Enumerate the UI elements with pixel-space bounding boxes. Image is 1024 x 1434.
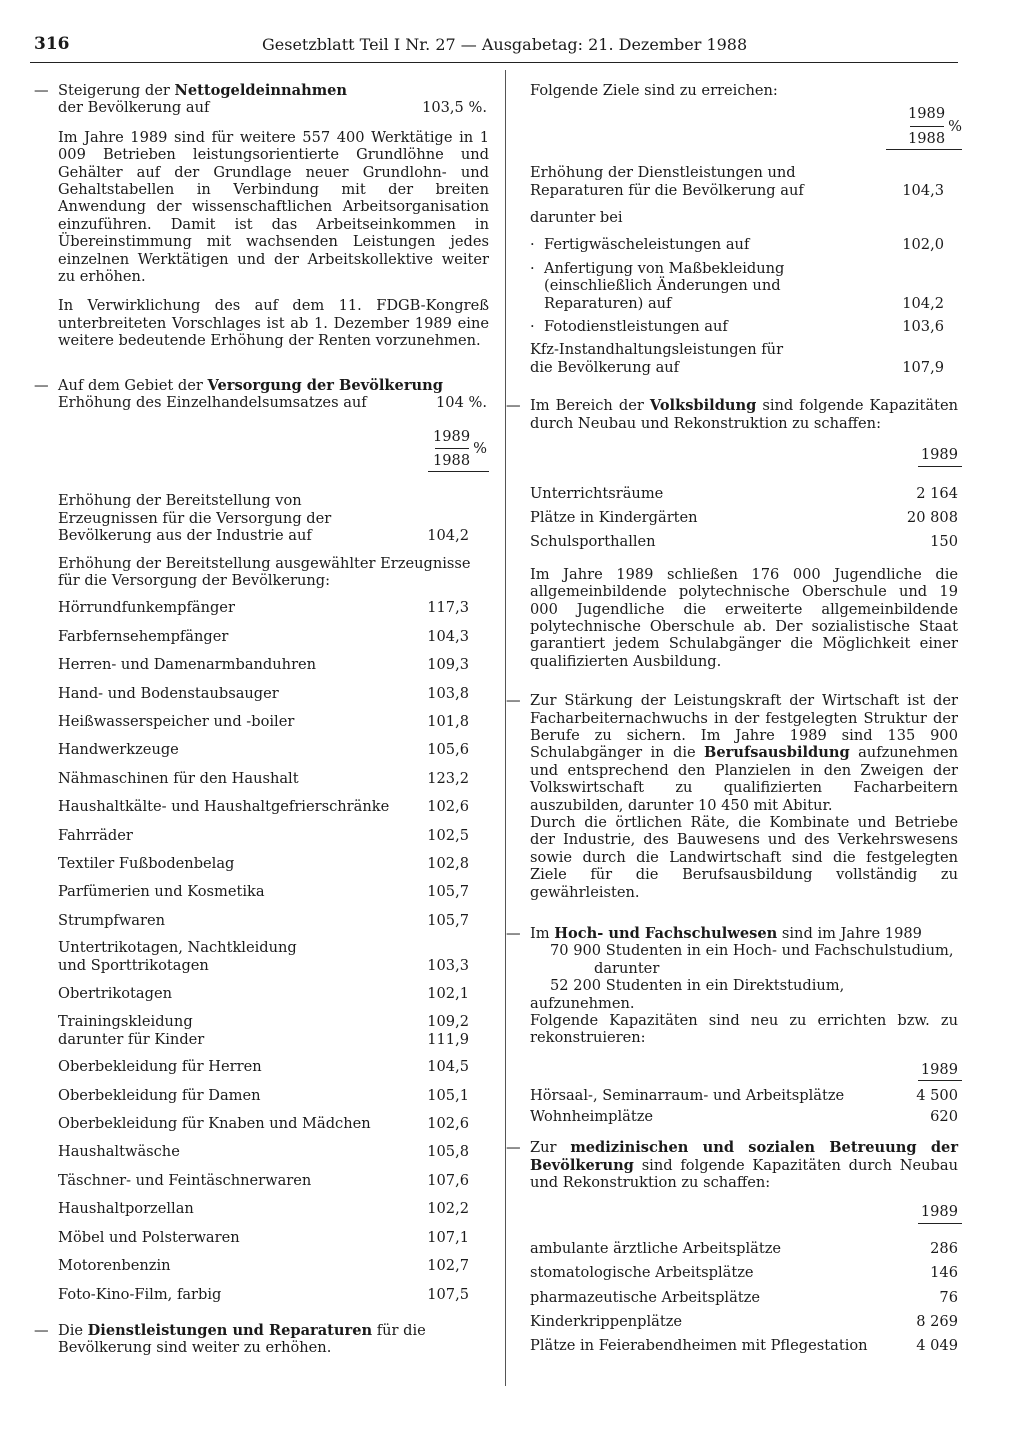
row-label: Oberbekleidung für Herren (58, 1058, 262, 1076)
item-bold: medizinischen und sozialen Betreuung der Bevölkerung (530, 1139, 959, 1174)
bullet-text: Anfertigung von Maßbekleidung (einschließlich Änderungen und Reparaturen) auf (544, 259, 785, 312)
row-label: Schulsporthallen (530, 533, 656, 551)
row-value: 102,2 (427, 1200, 469, 1218)
table-row (530, 1337, 958, 1354)
row-label: Oberbekleidung für Damen (58, 1086, 261, 1104)
bullet-label (530, 260, 894, 312)
list-item-berufsausbildung (506, 692, 962, 901)
paragraph: Im Jahre 1989 schließen 176 000 Jugendliche die allgemeinbildende polytechnische Oberschule und 19 000 Jugendliche die erweiterte allgemeinbildende polytechnische Oberschule ab. Der sozialistische Staat garantiert jedem Schulabgänger die Möglichkeit einer qualifizierten Ausbildung. (530, 565, 958, 670)
row-label: Erhöhung der Dienstleistungen und Reparaturen für die Bevölkerung auf (530, 164, 804, 199)
page-number: 316 (34, 34, 70, 54)
dash-marker: — (506, 925, 521, 943)
bullet-row (530, 236, 944, 253)
row-label: Plätze in Kindergärten (530, 508, 698, 526)
table-row (58, 1172, 469, 1189)
item-text-pre: Zur (530, 1139, 571, 1157)
dash-marker: — (34, 1321, 49, 1339)
row-value: 102,7 (427, 1257, 469, 1275)
bullet-value: 104,2 (902, 294, 944, 312)
item-text-pre: Die (58, 1321, 88, 1339)
darunter-label: darunter bei (530, 209, 623, 227)
row-label: Hörrundfunkempfänger (58, 599, 235, 617)
row-value: 20 808 (906, 508, 958, 526)
goals-intro: Folgende Ziele sind zu erreichen: (530, 82, 778, 99)
year-header: 1989 (920, 1203, 958, 1221)
list-item-nettogeld (34, 82, 489, 350)
item-text-post: aufzunehmen und entsprechend den Planzielen in den Zweigen der Volkswirtschaft zu qualifizierten Facharbeitern auszubilden, darunter 10 450 mit Abitur. (530, 744, 958, 814)
row-value: 104,3 (902, 181, 944, 199)
row-value: 104,5 (427, 1058, 469, 1076)
year-bottom: 1988 (907, 129, 946, 147)
item-text-pre: Im Bereich der (530, 397, 650, 415)
list-item-hochschulwesen (506, 925, 962, 1047)
dash-marker: — (506, 397, 521, 415)
row-label: Kfz-Instandhaltungsleistungen für die Bevölkerung auf (530, 341, 784, 376)
row-label: Hörsaal-, Seminarraum- und Arbeitsplätze (530, 1087, 845, 1105)
table-row (530, 1108, 958, 1125)
row-label: Erhöhung der Bereitstellung von Erzeugnissen für die Versorgung der Bevölkerung aus der Industrie auf (58, 492, 332, 545)
item-label: Erhöhung des Einzelhandelsumsatzes auf (58, 394, 367, 412)
fraction (433, 428, 487, 470)
row-value: 102,1 (427, 985, 469, 1003)
table-row (58, 827, 469, 844)
row-label: Fahrräder (58, 826, 133, 844)
row-value: 2 164 (916, 484, 958, 502)
table-row (58, 1286, 469, 1303)
row-label: Obertrikotagen (58, 985, 172, 1003)
bullet-value: 103,6 (902, 318, 944, 336)
item-text-pre: Zur Stärkung der Leistungskraft der Wirtschaft ist der Facharbeiternachwuchs in der festgelegten Struktur der Berufe zu sichern. Im Jahre 1989 sind 135 900 Schulabgänger in die (530, 692, 958, 762)
fraction (908, 105, 962, 147)
bullet-label (530, 236, 894, 253)
row-value: 109,2 (427, 1013, 469, 1031)
table-row (58, 628, 469, 645)
bullet-list (510, 236, 962, 335)
bullet-dot-icon: · (530, 236, 535, 254)
item-bold: Dienstleistungen und Reparaturen (87, 1321, 373, 1339)
item-text-pre: Im (530, 925, 555, 943)
percent-sign: % (948, 117, 962, 135)
fraction-stack (908, 105, 945, 147)
item-text: Steigerung der (58, 82, 175, 99)
item-text (530, 925, 958, 942)
year-bottom: 1988 (432, 451, 471, 469)
table-row (58, 1229, 469, 1246)
row-value: 101,8 (427, 712, 469, 730)
table-intro: Erhöhung der Bereitstellung ausgewählter Erzeugnisse für die Versorgung der Bevölkerung: (58, 554, 471, 589)
table-row (530, 533, 958, 550)
item-line (58, 82, 489, 99)
fraction-stack (433, 428, 470, 470)
row-value: 104,3 (427, 627, 469, 645)
table-row (58, 741, 469, 758)
table-row (58, 1115, 469, 1132)
row-label: ambulante ärztliche Arbeitsplätze (530, 1239, 782, 1257)
row-label: Haushaltporzellan (58, 1200, 194, 1218)
table-row (58, 1143, 469, 1160)
fraction-line (435, 448, 469, 449)
item-value: 104 %. (436, 394, 487, 412)
table-rule (428, 471, 489, 472)
item-label: der Bevölkerung auf (58, 99, 210, 117)
bullet-value: 102,0 (902, 236, 944, 254)
table-rule (918, 1080, 962, 1081)
table-row (530, 509, 958, 526)
row-line (58, 1031, 469, 1048)
item-bold: Hoch- und Fachschulwesen (554, 925, 778, 943)
bullet-text: Fotodienstleistungen auf (544, 318, 728, 336)
table-row (530, 485, 958, 502)
fraction-line (910, 126, 944, 127)
row-sub-label: darunter für Kinder (58, 1030, 205, 1048)
list-item-dienstleistungen (34, 1322, 489, 1357)
paragraph: Folgende Kapazitäten sind neu zu errichten bzw. zu rekonstruieren: (530, 1012, 958, 1047)
table-row (58, 713, 469, 730)
row-label: Strumpfwaren (58, 911, 166, 929)
row-value: 107,5 (427, 1285, 469, 1303)
row-value: 150 (930, 533, 958, 551)
row-value: 620 (930, 1107, 958, 1125)
row-value: 102,6 (427, 798, 469, 816)
item-text (58, 1322, 489, 1357)
row-label: Kinderkrippenplätze (530, 1312, 683, 1330)
table-row (58, 1087, 469, 1104)
row-value: 103,3 (427, 956, 469, 974)
row-value: 107,6 (427, 1171, 469, 1189)
column-divider (505, 70, 506, 1386)
row-value: 4 500 (916, 1087, 958, 1105)
row-value: 105,1 (427, 1086, 469, 1104)
table-row (530, 1289, 958, 1306)
row-value: 8 269 (916, 1312, 958, 1330)
item-line: 70 900 Studenten in ein Hoch- und Fachschulstudium, (550, 942, 954, 960)
bullet-label (530, 318, 894, 335)
table-row (530, 1240, 958, 1257)
item-text-post: für die Bevölkerung sind weiter zu erhöhen. (58, 1321, 426, 1357)
row-label: Foto-Kino-Film, farbig (58, 1285, 222, 1303)
left-column (34, 82, 489, 1357)
row-value: 102,8 (427, 855, 469, 872)
table-row (58, 1013, 489, 1048)
item-line: darunter (594, 959, 660, 977)
table-row (58, 656, 469, 673)
row-label: Plätze in Feierabendheimen mit Pflegestation (530, 1337, 868, 1355)
item-text (530, 397, 958, 432)
row-label: Nähmaschinen für den Haushalt (58, 769, 299, 787)
table-header (510, 105, 962, 147)
row-label (58, 939, 419, 974)
table-row (58, 883, 469, 900)
row-label: Motorenbenzin (58, 1257, 171, 1275)
bullet-row (530, 318, 944, 335)
row-value: 102,5 (427, 826, 469, 844)
dash-marker: — (506, 692, 521, 710)
item-text: Auf dem Gebiet der (58, 376, 208, 394)
table-row (58, 985, 489, 1002)
medical-table (510, 1240, 962, 1355)
table-row (58, 798, 469, 815)
item-line (58, 377, 489, 394)
row-label: Herren- und Damenarmbanduhren (58, 656, 317, 674)
table-row (58, 1058, 469, 1075)
table-row (58, 1200, 469, 1217)
row-value: 4 049 (916, 1337, 958, 1355)
row-value: 117,3 (427, 599, 469, 617)
table-row (530, 1264, 958, 1281)
row-label: Textiler Fußbodenbelag (58, 855, 235, 872)
bullet-row (530, 260, 944, 312)
item-bold: Nettogeldeinnahmen (174, 82, 348, 99)
row-value: 107,1 (427, 1228, 469, 1246)
table-row (58, 599, 469, 616)
row-value: 76 (939, 1288, 958, 1306)
row-value: 123,2 (427, 769, 469, 787)
row-label: Unterrichtsräume (530, 484, 664, 502)
item-text-post: sind im Jahre 1989 (777, 925, 922, 943)
dash-marker: — (506, 1139, 521, 1157)
table-row (58, 492, 489, 544)
table-rule (918, 466, 962, 467)
table-header (58, 428, 487, 470)
row-value: 105,7 (427, 911, 469, 929)
row-value: 146 (930, 1264, 958, 1282)
row-label: Oberbekleidung für Knaben und Mädchen (58, 1115, 371, 1133)
bullet-dot-icon: · (530, 318, 535, 336)
dash-marker: — (34, 376, 49, 394)
percent-sign: % (473, 439, 487, 457)
row-label: Hand- und Bodenstaubsauger (58, 684, 279, 702)
item-bold: Versorgung der Bevölkerung (207, 376, 443, 394)
row-value: 102,6 (427, 1115, 469, 1133)
row-value: 109,3 (427, 656, 469, 674)
item-text (530, 1139, 958, 1191)
table-row (510, 164, 962, 199)
item-text (530, 692, 958, 814)
year-top: 1989 (907, 105, 946, 123)
hochschul-table (510, 1087, 962, 1125)
row-label: pharmazeutische Arbeitsplätze (530, 1288, 760, 1306)
row-value: 105,7 (427, 883, 469, 901)
table-row (58, 685, 469, 702)
running-head: Gesetzblatt Teil I Nr. 27 — Ausgabetag: 21. Dezember 1988 (262, 35, 748, 54)
row-value: 107,9 (902, 358, 944, 376)
row-sub-value: 111,9 (427, 1030, 469, 1048)
table-rule (886, 149, 962, 150)
row-label: Haushaltkälte- und Haushaltgefrierschränke (58, 798, 390, 816)
table-row (58, 939, 489, 974)
dash-marker: — (34, 82, 49, 99)
item-bold: Berufsausbildung (704, 744, 850, 762)
row-value: 286 (930, 1239, 958, 1257)
paragraph: Im Jahre 1989 sind für weitere 557 400 Werktätige in 1 009 Betrieben leistungsorientierte Grundlöhne und Gehälter auf der Grundlage neuer Grundlohn- und Gehaltstabellen in Verbindung mit der breiten Anwendung der wissenschaftlichen Arbeitsorganisation einzuführen. Damit ist das Arbeitseinkommen in Übereinstimmung mit wachsenden Leistungen jedes einzelnen Werktätigen und der Arbeitskollektive weiter zu erhöhen. (58, 128, 489, 286)
table-row (530, 1313, 958, 1330)
table-row (530, 1087, 958, 1104)
item-value: 103,5 %. (422, 99, 487, 117)
right-column (506, 82, 962, 1362)
list-item-versorgung (34, 377, 489, 1303)
row-line (58, 1013, 469, 1030)
row-value: 105,8 (427, 1143, 469, 1161)
item-bold: Volksbildung (649, 397, 757, 415)
row-label: Heißwasserspeicher und -boiler (58, 712, 295, 730)
table-row (58, 770, 469, 787)
row-value: 105,6 (427, 741, 469, 759)
item-row (58, 99, 489, 116)
paragraph: Durch die örtlichen Räte, die Kombinate und Betriebe der Industrie, des Bauwesens und des Verkehrswesens sowie durch die Landwirtschaft sind die festgelegten Ziele für die Berufsausbildung vollständig zu gewährleisten. (530, 814, 958, 901)
row-label: Farbfernsehempfänger (58, 627, 229, 645)
item-line: 52 200 Studenten in ein Direktstudium, (550, 977, 845, 995)
item-row (58, 394, 489, 411)
list-item-medizinische-betreuung (506, 1139, 962, 1191)
row-label: Täschner- und Feintäschnerwaren (58, 1171, 312, 1189)
item-text-post: sind folgende Kapazitäten durch Neubau und Rekonstruktion zu schaffen: (530, 397, 958, 432)
table-row (510, 341, 962, 376)
row-label: Trainingskleidung (58, 1013, 193, 1031)
row-label: Handwerkzeuge (58, 741, 179, 759)
table-row (58, 1257, 469, 1274)
table-row (58, 912, 469, 929)
row-label: Möbel und Polsterwaren (58, 1228, 240, 1246)
bullet-dot-icon: · (530, 259, 535, 277)
item-text-post: sind folgende Kapazitäten durch Neubau und Rekonstruktion zu schaffen: (530, 1156, 958, 1191)
year-top: 1989 (432, 427, 471, 445)
row-label: Haushaltwäsche (58, 1143, 180, 1161)
row-label: Parfümerien und Kosmetika (58, 883, 265, 901)
row-label: Wohnheimplätze (530, 1107, 654, 1125)
row-label-line: Untertrikotagen, Nachtkleidung (58, 939, 297, 957)
volksbildung-table (510, 485, 962, 551)
row-label-line: und Sporttrikotagen (58, 956, 209, 974)
row-label: stomatologische Arbeitsplätze (530, 1264, 754, 1282)
header-rule (30, 62, 958, 63)
product-table-continued (58, 1058, 489, 1303)
table-rule (918, 1223, 962, 1224)
table-row (58, 855, 469, 872)
row-value: 104,2 (427, 527, 469, 545)
item-line: aufzunehmen. (530, 994, 635, 1012)
paragraph: In Verwirklichung des auf dem 11. FDGB-Kongreß unterbreiteten Vorschlages ist ab 1. Dezember 1989 eine weitere bedeutende Erhöhung der Renten vorzunehmen. (58, 297, 489, 350)
row-value: 103,8 (427, 684, 469, 702)
list-item-volksbildung (506, 397, 962, 432)
year-header: 1989 (920, 1060, 958, 1078)
product-table (58, 599, 489, 929)
year-header: 1989 (920, 446, 958, 464)
bullet-text: Fertigwäscheleistungen auf (544, 236, 750, 254)
